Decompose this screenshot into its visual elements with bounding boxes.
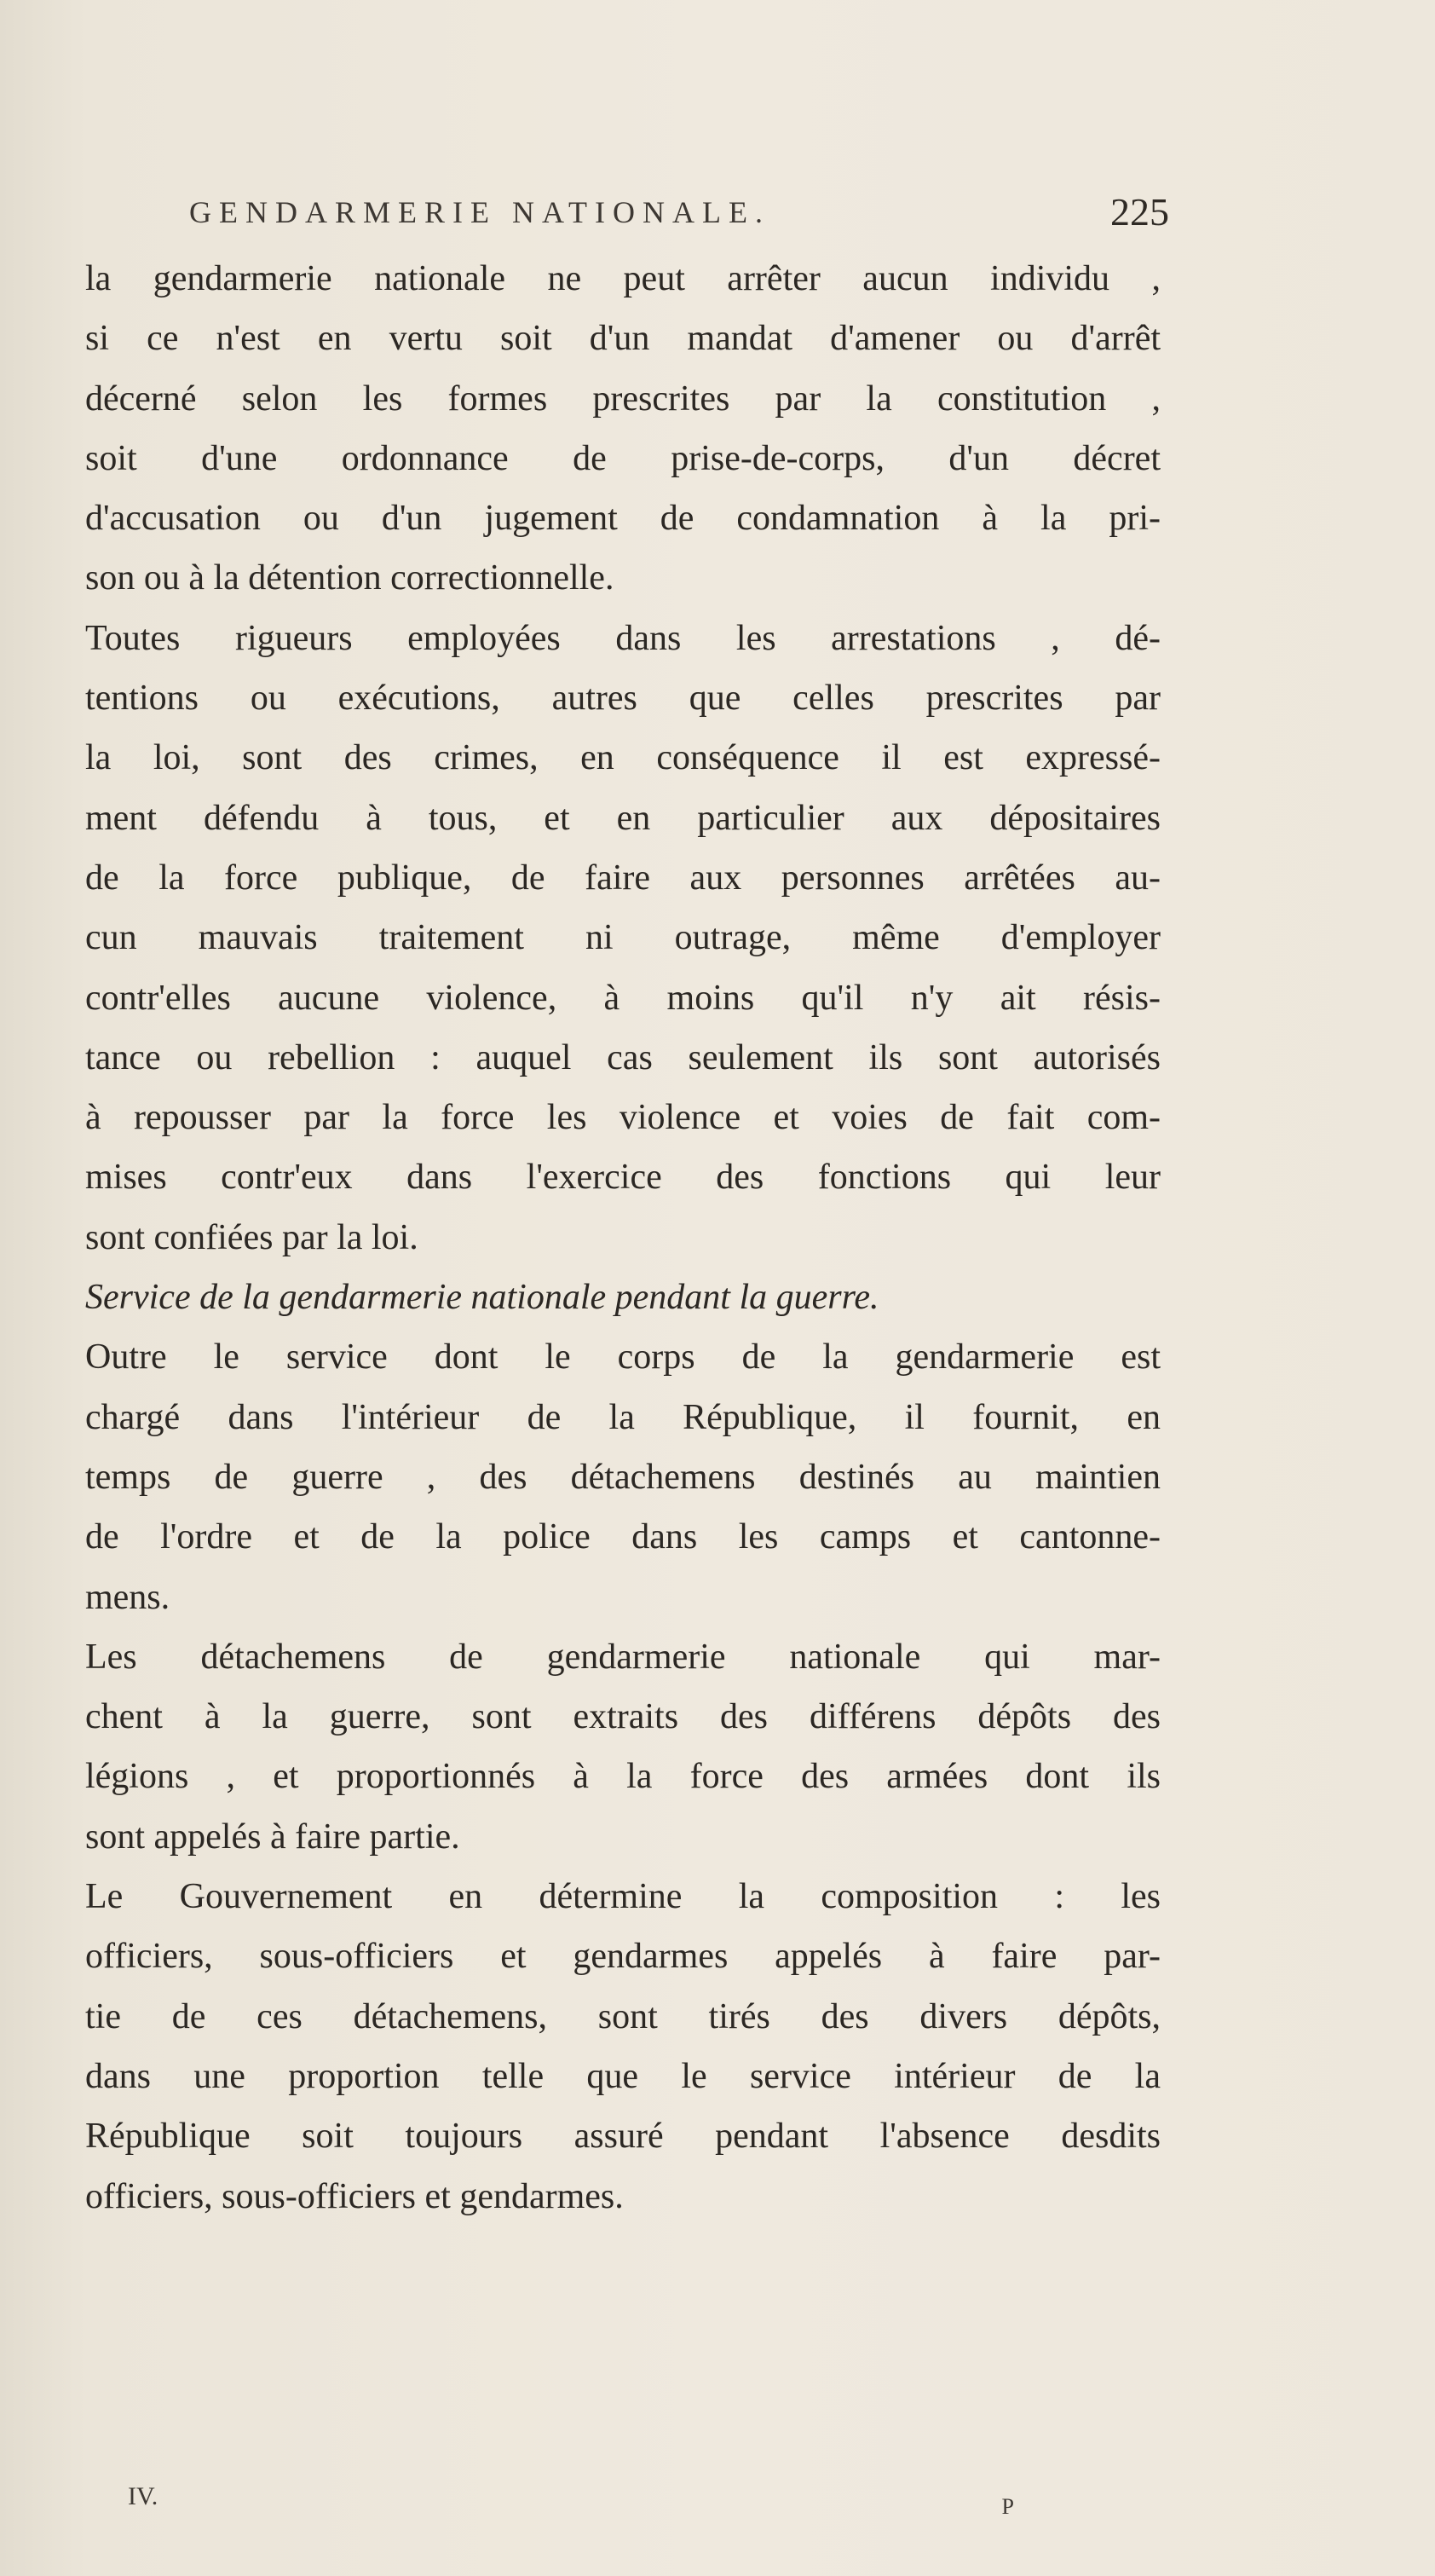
text-line: tance ou rebellion : auquel cas seulement ils sont autorisés bbox=[85, 1037, 1161, 1077]
text-line: de la force publique, de faire aux personnes arrêtées au- bbox=[85, 858, 1161, 898]
page-footer bbox=[128, 2482, 1014, 2525]
text-line: mises contr'eux dans l'exercice des fonctions qui leur bbox=[85, 1158, 1161, 1198]
text-line: à repousser par la force les violence et voies de fait com- bbox=[85, 1098, 1161, 1138]
text-line: officiers, sous-officiers et gendarmes appelés à faire par- bbox=[85, 1937, 1161, 1977]
text-line: mens. bbox=[85, 1577, 170, 1617]
text-line: sont confiées par la loi. bbox=[85, 1217, 418, 1257]
text-line: officiers, sous-officiers et gendarmes. bbox=[85, 2176, 624, 2216]
running-title: GENDARMERIE NATIONALE. bbox=[189, 195, 770, 229]
section-heading: Service de la gendarmerie nationale pendant la guerre. bbox=[85, 1278, 879, 1318]
volume-mark: IV. bbox=[128, 2482, 158, 2510]
text-line: Le Gouvernement en détermine la composition : les bbox=[85, 1877, 1161, 1917]
text-line: la loi, sont des crimes, en conséquence il est expressé- bbox=[85, 738, 1161, 778]
text-line: chargé dans l'intérieur de la République, il fournit, en bbox=[85, 1397, 1161, 1437]
running-head bbox=[189, 190, 1169, 245]
text-line: son ou à la détention correctionnelle. bbox=[85, 558, 614, 598]
text-line: tie de ces détachemens, sont tirés des divers dépôts, bbox=[85, 1996, 1161, 2036]
text-line: chent à la guerre, sont extraits des différens dépôts des bbox=[85, 1697, 1161, 1737]
text-line: légions , et proportionnés à la force des armées dont ils bbox=[85, 1757, 1161, 1797]
text-line: d'accusation ou d'un jugement de condamnation à la pri- bbox=[85, 499, 1161, 539]
text-line: temps de guerre , des détachemens destinés au maintien bbox=[85, 1457, 1161, 1497]
text-line: si ce n'est en vertu soit d'un mandat d'amener ou d'arrêt bbox=[85, 319, 1161, 359]
text-line: décerné selon les formes prescrites par la constitution , bbox=[85, 378, 1161, 419]
signature-mark: P bbox=[1001, 2494, 1014, 2519]
text-line: cun mauvais traitement ni outrage, même d'employer bbox=[85, 918, 1161, 958]
text-line: tentions ou exécutions, autres que celles prescrites par bbox=[85, 679, 1161, 719]
text-line: République soit toujours assuré pendant l'absence desdits bbox=[85, 2117, 1161, 2157]
text-line: ment défendu à tous, et en particulier aux dépositaires bbox=[85, 798, 1161, 838]
text-line: Outre le service dont le corps de la gendarmerie est bbox=[85, 1337, 1161, 1378]
text-line: la gendarmerie nationale ne peut arrêter aucun individu , bbox=[85, 259, 1161, 298]
text-line: de l'ordre et de la police dans les camps et cantonne- bbox=[85, 1517, 1161, 1557]
text-line: Les détachemens de gendarmerie nationale qui mar- bbox=[85, 1637, 1161, 1677]
body-text bbox=[85, 249, 1161, 2227]
text-line: Toutes rigueurs employées dans les arrestations , dé- bbox=[85, 618, 1161, 658]
text-line: contr'elles aucune violence, à moins qu'il n'y ait résis- bbox=[85, 978, 1161, 1018]
text-line: dans une proportion telle que le service intérieur de la bbox=[85, 2056, 1161, 2096]
text-line: sont appelés à faire partie. bbox=[85, 1816, 460, 1857]
text-line: soit d'une ordonnance de prise-de-corps, d'un décret bbox=[85, 438, 1161, 478]
page-number: 225 bbox=[1110, 190, 1169, 234]
